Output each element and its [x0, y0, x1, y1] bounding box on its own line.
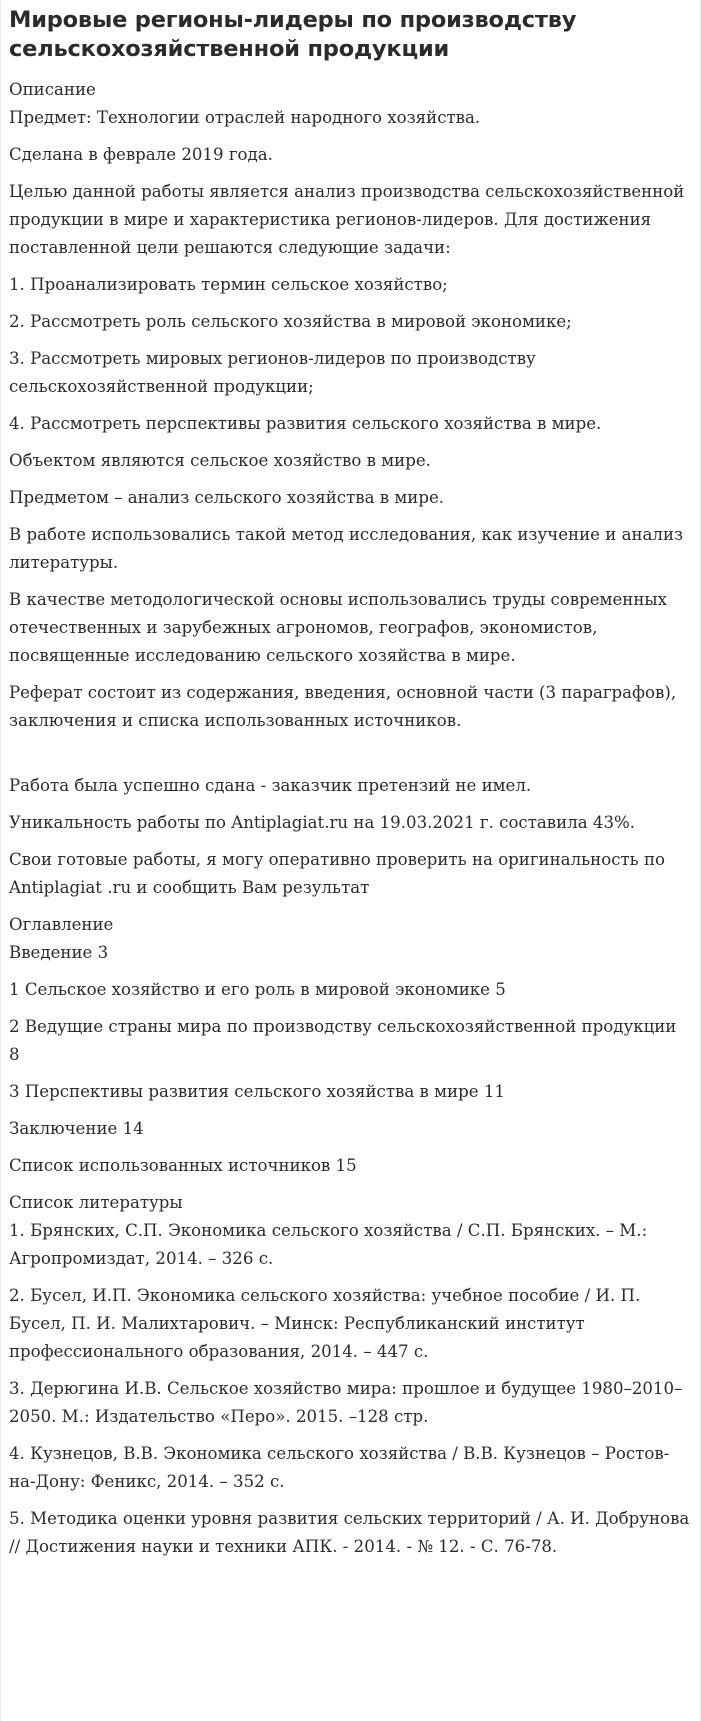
description-paragraph: Сделана в феврале 2019 года. [9, 145, 273, 164]
description-paragraph: В качестве методологической основы использовались труды современных отечественных и зарубежных агрономов, географов, экономистов, посвященные исследованию сельского хозяйства в мире. [9, 590, 667, 665]
toc-item: 2 Ведущие страны мира по производству сельскохозяйственной продукции 8 [9, 1017, 677, 1064]
page-title: Мировые регионы-лидеры по производству сельскохозяйственной продукции [9, 7, 577, 62]
description-paragraph: Объектом являются сельское хозяйство в мире. [9, 451, 431, 470]
toc-item: 3 Перспективы развития сельского хозяйства в мире 11 [9, 1082, 505, 1101]
toc-item: Введение 3 [9, 943, 109, 962]
task-item: 4. Рассмотреть перспективы развития сельского хозяйства в мире. [9, 414, 602, 433]
task-item: 1. Проанализировать термин сельское хозяйство; [9, 275, 448, 294]
page-border-left [0, 0, 1, 1721]
literature-item: 2. Бусел, И.П. Экономика сельского хозяйства: учебное пособие / И. П. Бусел, П. И. Малихтарович. – Минск: Республиканский институт профессионального образования, 2014. – 447 с. [9, 1286, 641, 1361]
toc-heading: Оглавление [9, 915, 114, 934]
task-item: 2. Рассмотреть роль сельского хозяйства в мировой экономике; [9, 312, 572, 331]
task-item: 3. Рассмотреть мировых регионов-лидеров по производству сельскохозяйственной продукции; [9, 349, 536, 396]
description-paragraph: В работе использовались такой метод исследования, как изучение и анализ литературы. [9, 525, 684, 572]
literature-item: 1. Брянских, С.П. Экономика сельского хозяйства / С.П. Брянских. – М.: Агропромиздат, 2014. – 326 с. [9, 1221, 648, 1268]
description-paragraph: Реферат состоит из содержания, введения, основной части (3 параграфов), заключения и списка использованных источников. [9, 683, 677, 730]
status-paragraph: Работа была успешно сдана - заказчик претензий не имел. [9, 776, 532, 795]
toc-item: Заключение 14 [9, 1119, 144, 1138]
literature-item: 4. Кузнецов, В.В. Экономика сельского хозяйства / В.В. Кузнецов – Ростов-на-Дону: Феникс, 2014. – 352 с. [9, 1444, 670, 1491]
description-paragraph: Предмет: Технологии отраслей народного хозяйства. [9, 108, 481, 127]
literature-heading: Список литературы [9, 1193, 183, 1212]
literature-item: 3. Дерюгина И.В. Сельское хозяйство мира: прошлое и будущее 1980–2010–2050. М.: Издательство «Перо». 2015. –128 стр. [9, 1379, 683, 1426]
uniqueness-paragraph: Уникальность работы по Antiplagiat.ru на 19.03.2021 г. составила 43%. [9, 813, 636, 832]
spacer [9, 744, 691, 772]
literature-item: 5. Методика оценки уровня развития сельских территорий / А. И. Добрунова // Достижения науки и техники АПК. - 2014. - № 12. - С. 76-78. [9, 1509, 690, 1556]
description-paragraph: Целью данной работы является анализ производства сельскохозяйственной продукции в мире и характеристика регионов-лидеров. Для достижения поставленной цели решаются следующие задачи: [9, 182, 685, 257]
toc-item: Список использованных источников 15 [9, 1156, 357, 1175]
toc-section [9, 911, 691, 1180]
description-heading: Описание [9, 80, 96, 99]
description-section [9, 76, 691, 902]
description-paragraph: Предметом – анализ сельского хозяйства в мире. [9, 488, 445, 507]
literature-section [9, 1189, 691, 1561]
check-offer-paragraph: Свои готовые работы, я могу оперативно проверить на оригинальность по Antiplagiat .ru и сообщить Вам результат [9, 850, 666, 897]
toc-item: 1 Сельское хозяйство и его роль в мировой экономике 5 [9, 980, 506, 999]
